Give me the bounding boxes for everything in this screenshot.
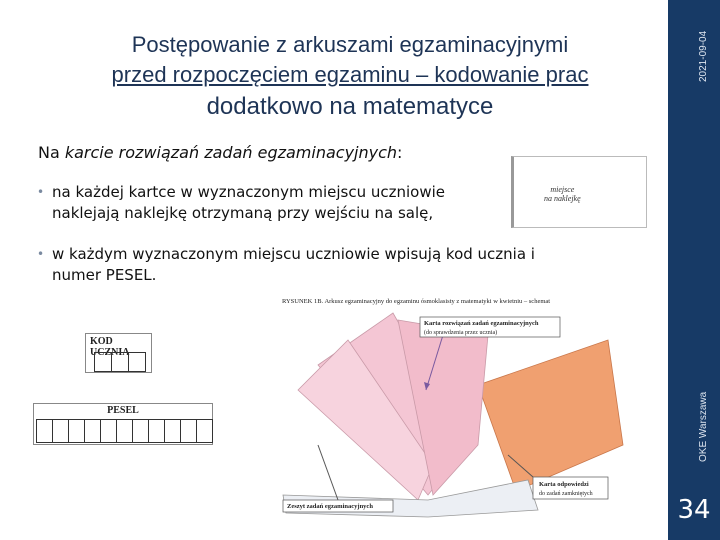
sticker-label [544,185,581,203]
date-label: 2021-09-04 [698,30,709,82]
intro-suffix: : [397,143,403,162]
page-number: 34 [677,495,711,525]
pesel-box [33,403,213,445]
pesel-label: PESEL [107,405,139,416]
label-karta-rozwiazan-1: Karta rozwiązań zadań egzaminacyjnych [424,320,539,327]
intro-text [38,143,402,162]
intro-prefix: Na [38,143,65,162]
bullet-text: w każdym wyznaczonym miejscu uczniowie wpisują kod ucznia i numer PESEL. [52,245,535,284]
sticker-label-line-1: miejsce [550,185,575,194]
label-karta-odpowiedzi-1: Karta odpowiedzi [539,481,589,488]
bullet-marker: • [37,247,45,261]
label-karta-rozwiazan-2: (do sprawdzenia przez ucznia) [424,330,498,336]
student-code-cells [94,352,146,372]
pesel-cells [36,419,213,443]
student-code-label: KOD UCZNIA [90,336,130,358]
sticker-label-line-2: na naklejkę [544,194,581,203]
sticker-placeholder [511,156,647,228]
title-line-2: przed rozpoczęciem egzaminu – kodowanie prac [111,62,589,87]
bullet-item [37,244,552,286]
bullet-text: na każdej kartce w wyznaczonym miejscu uczniowie naklejają naklejkę otrzymaną przy wejściu na salę, [52,183,446,222]
title-line-3: dodatkowo na matematyce [206,93,494,120]
exam-booklet-diagram [278,295,643,520]
title-line-1: Postępowanie z arkuszami egzaminacyjnymi [131,32,569,57]
org-label: OKE Warszawa [698,391,709,462]
bullet-item [37,182,502,224]
bullet-marker: • [37,185,45,199]
intro-italic: karcie rozwiązań zadań egzaminacyjnych [64,143,398,162]
label-zeszyt: Zeszyt zadań egzaminacyjnych [287,503,373,510]
diagram-caption: RYSUNEK 1B. Arkusz egzaminacyjny do egzaminu ósmoklasisty z matematyki w kwietniu – schemat [282,298,551,305]
slide-title [40,30,660,124]
sidebar-band [668,0,720,540]
label-karta-odpowiedzi-2: do zadań zamkniętych [539,491,593,497]
student-code-box [85,333,152,373]
